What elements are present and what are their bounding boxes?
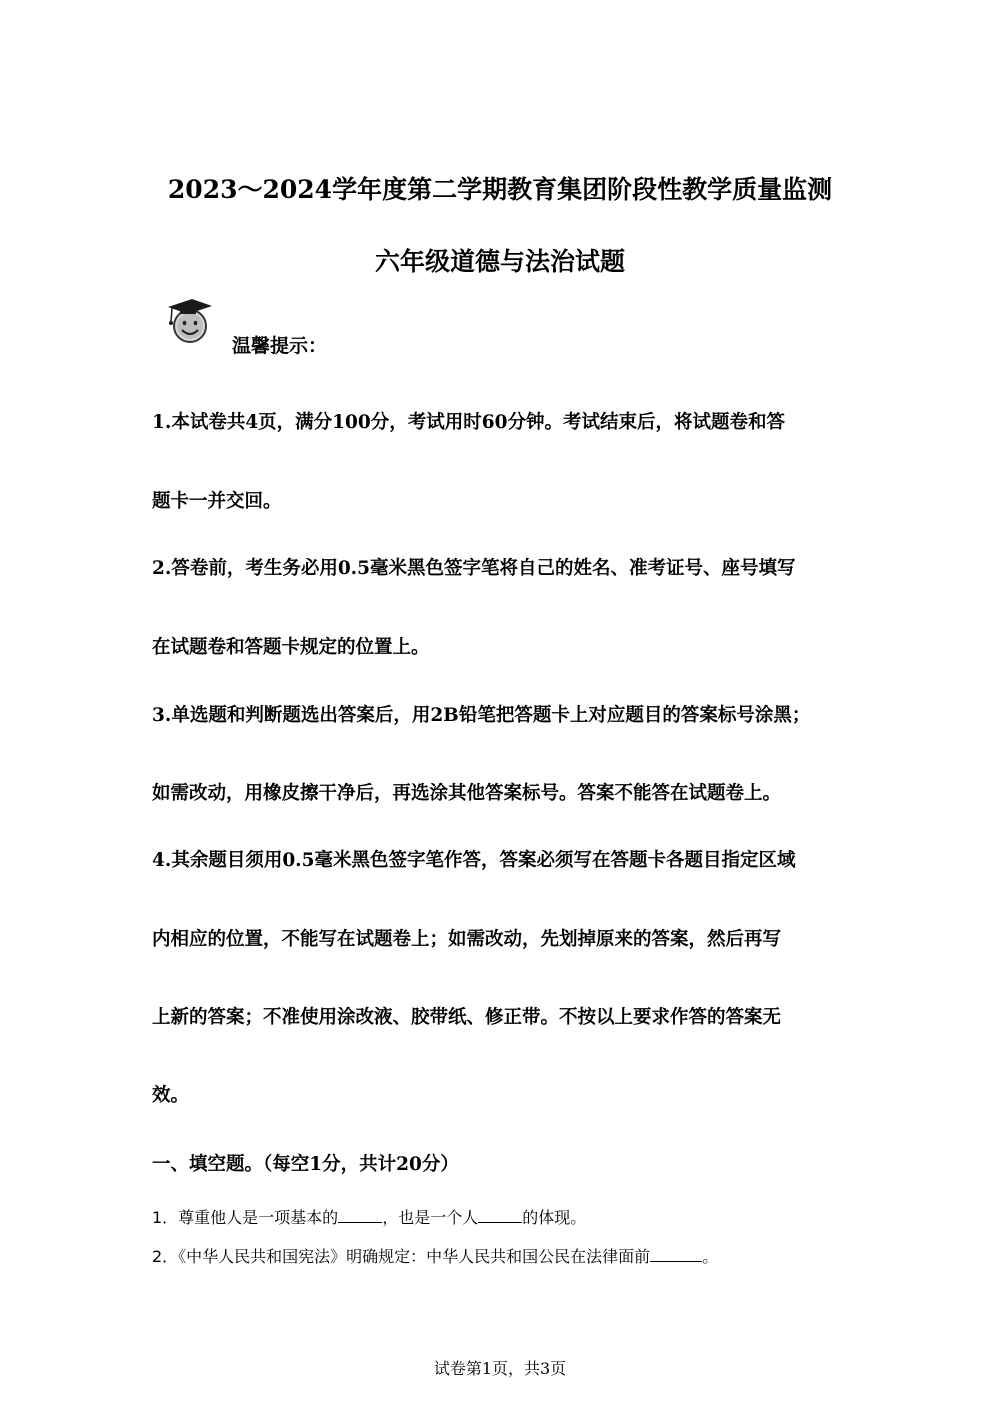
question-text: 1．尊重他人是一项基本的 [152,1208,339,1227]
question-1 [152,1205,586,1228]
instruction-line: 内相应的位置，不能写在试题卷上；如需改动，先划掉原来的答案，然后再写 [152,929,782,950]
instruction-line: 在试题卷和答题卡规定的位置上。 [152,637,430,658]
answer-blank [650,1247,702,1262]
section-heading: 一、填空题。（每空1分，共计20分） [152,1154,459,1175]
exam-title: 2023～2024学年度第二学期教育集团阶段性教学质量监测 [167,175,833,204]
instruction-line: 2.答卷前，考生务必用0.5毫米黑色签字笔将自己的姓名、准考证号、座号填写 [152,558,796,579]
instruction-line: 4.其余题目须用0.5毫米黑色签字笔作答，答案必须写在答题卡各题目指定区域 [152,850,796,871]
exam-subtitle: 六年级道德与法治试题 [374,247,625,276]
instruction-line: 3.单选题和判断题选出答案后，用2B铅笔把答题卡上对应题目的答案标号涂黑； [152,705,811,726]
question-text: ，也是一个人 [382,1208,479,1227]
instruction-line: 上新的答案；不准使用涂改液、胶带纸、修正带。不按以上要求作答的答案无 [152,1007,782,1028]
instruction-line: 1.本试卷共4页，满分100分，考试用时60分钟。考试结束后，将试题卷和答 [152,412,786,433]
instruction-line: 效。 [152,1085,190,1106]
question-text: 的体现。 [522,1208,587,1227]
instruction-line: 如需改动，用橡皮擦干净后，再选涂其他答案标号。答案不能答在试题卷上。 [152,783,782,804]
answer-blank [338,1208,382,1223]
page-footer: 试卷第1页，共3页 [433,1359,567,1378]
graduate-smiley-icon [164,296,216,348]
question-text: 2．《中华人民共和国宪法》明确规定：中华人民共和国公民在法律面前 [152,1247,651,1266]
answer-blank [478,1208,522,1223]
tips-label: 温馨提示： [232,335,328,357]
question-2 [152,1244,718,1267]
instruction-line: 题卡一并交回。 [152,491,282,512]
question-text: 。 [702,1247,719,1266]
